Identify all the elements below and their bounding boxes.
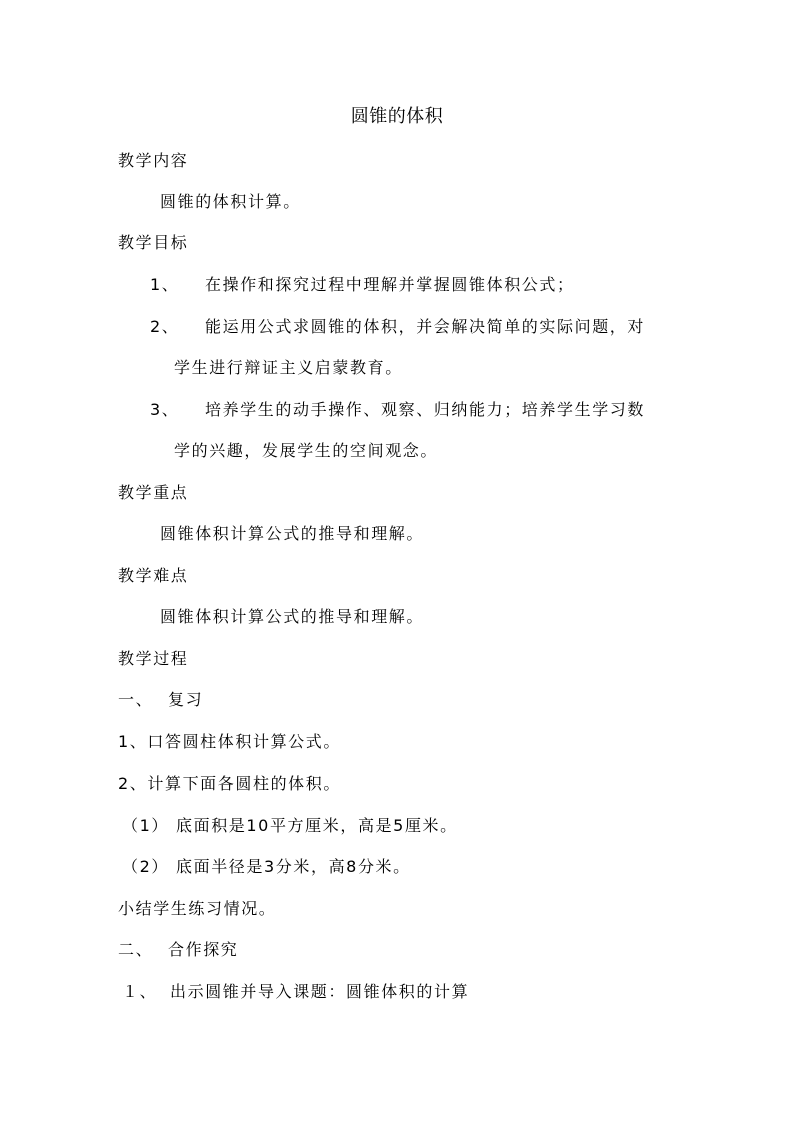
- goal-2-text-line1: 能运用公式求圆锥的体积，并会解决简单的实际问题，对: [205, 317, 646, 336]
- document-title: 圆锥的体积: [350, 106, 444, 127]
- review-item-2: 2、计算下面各圆柱的体积。: [118, 774, 341, 793]
- exercise-1-number: （1）: [122, 816, 169, 835]
- teaching-content-text: 圆锥的体积计算。: [160, 192, 301, 211]
- heading-teaching-process: 教学过程: [118, 649, 189, 668]
- summary-text: 小结学生练习情况。: [118, 899, 277, 918]
- goal-1-text: 在操作和探究过程中理解并掌握圆锥体积公式；: [205, 275, 575, 294]
- explore-1-text: 出示圆锥并导入课题：圆锥体积的计算: [170, 982, 470, 1001]
- explore-1-number: １、: [122, 982, 158, 1001]
- goal-2-number: 2、: [150, 317, 180, 336]
- part-1-title: 复习: [168, 690, 204, 709]
- exercise-2-number: （2）: [122, 857, 169, 876]
- heading-key-point: 教学重点: [118, 483, 189, 502]
- goal-1-number: 1、: [150, 275, 180, 294]
- part-2-title: 合作探究: [168, 940, 239, 959]
- review-item-1: 1、口答圆柱体积计算公式。: [118, 732, 341, 751]
- goal-2-text-line2: 学生进行辩证主义启蒙教育。: [174, 358, 403, 377]
- heading-teaching-goals: 教学目标: [118, 233, 189, 252]
- goal-3-number: 3、: [150, 400, 180, 419]
- goal-3-text-line1: 培养学生的动手操作、观察、归纳能力；培养学生学习数: [205, 400, 646, 419]
- goal-3-text-line2: 学的兴趣，发展学生的空间观念。: [174, 441, 439, 460]
- difficulty-text: 圆锥体积计算公式的推导和理解。: [160, 607, 425, 626]
- heading-difficulty: 教学难点: [118, 566, 189, 585]
- exercise-2-text: 底面半径是3分米，高8分米。: [176, 857, 411, 876]
- part-1-number: 一、: [118, 690, 154, 709]
- key-point-text: 圆锥体积计算公式的推导和理解。: [160, 524, 425, 543]
- heading-teaching-content: 教学内容: [118, 151, 189, 170]
- part-2-number: 二、: [118, 940, 154, 959]
- exercise-1-text: 底面积是10平方厘米，高是5厘米。: [176, 816, 458, 835]
